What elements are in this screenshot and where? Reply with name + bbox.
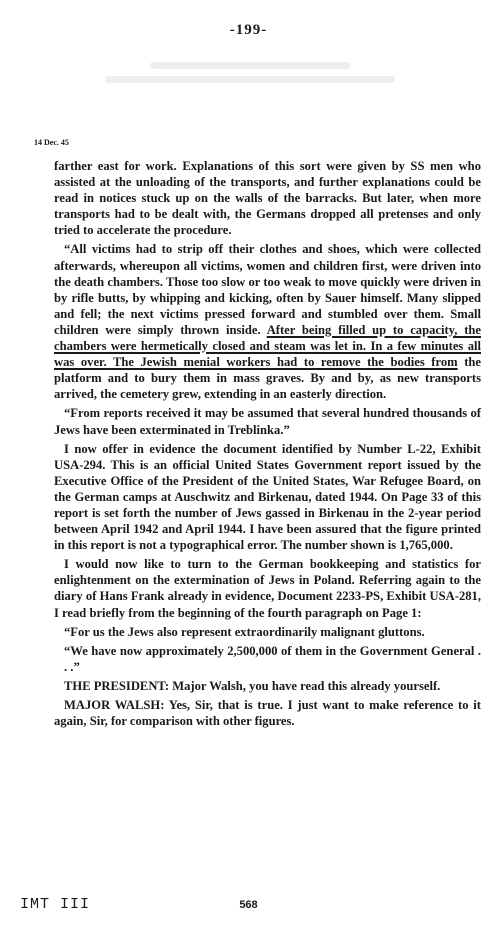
paragraph: farther east for work. Explanations of this sort were given by SS men who assisted at the unloading of the transports, and further explanations could be read in notices stuck up on the walls of the barracks. But later, when more transports had to be dealt with, the Germans dropped all pretenses and only tried to accelerate the procedure.	[54, 159, 481, 238]
text: the platform and to bury them in mass graves. By and by, as new transports arrived, the cemetery grew, extending in an easterly direction.	[54, 355, 482, 402]
paragraph-president: THE PRESIDENT: Major Walsh, you have read this already yourself.	[64, 678, 441, 693]
paragraph-walsh: MAJOR WALSH: Yes, Sir, that is true. I just want to make reference to it again, Sir, for comparison with other figures.	[54, 698, 481, 729]
archive-page-number: -199-	[229, 22, 268, 38]
paragraph: I now offer in evidence the document identified by Number L-22, Exhibit USA-294. This is an official United States Government report issued by the Executive Office of the President of the United States, War Refugee Board, on the German camps at Auschwitz and Birkenau, dated 1944. On Page 33 of this report is set forth the number of Jews gassed in Birkenau in the 2-year period between April 1942 and April 1944. I have been assured that the figure printed in this report is not a typographical error. The number shown is 1,765,000.	[54, 441, 481, 553]
underlined-passage: After being filled up to capacity, the chambers were hermetically closed and steam was let in. In a few minutes all was over.	[54, 322, 481, 370]
session-date: 14 Dec. 45	[34, 138, 69, 147]
paragraph: “From reports received it may be assumed that several hundred thousands of Jews have been exterminated in Treblinka.”	[54, 406, 481, 437]
page-number: 568	[239, 899, 258, 911]
bleed-through-line	[150, 62, 350, 69]
volume-label: IMT III	[20, 896, 91, 913]
text: “All victims had to strip off their clothes and shoes, which were collected afterwards, whereupon all victims, women and children first, were driven into the death chambers. Those too slow or too weak to move quickly were driven in by rifle butts, by whipping and kicking, often by Sauer himself. Many slipped and fell; the next victims pressed forward and stumbled over them. Small children were simply thrown inside.	[54, 242, 481, 337]
bleed-through-line	[105, 76, 395, 83]
paragraph: I would now like to turn to the German bookkeeping and statistics for enlightenment on the extermination of Jews in Poland. Referring again to the diary of Hans Frank already in evidence, Document 2233-PS, Exhibit USA-281, I read briefly from the beginning of the fourth paragraph on Page 1:	[54, 557, 481, 620]
quote: “For us the Jews also represent extraordinarily malignant gluttons.	[64, 624, 425, 639]
paragraph-quote-victims	[54, 241, 481, 402]
underlined-passage: The Jewish menial workers had to remove the bodies from	[106, 355, 458, 370]
transcript-body	[54, 158, 481, 732]
quote: “We have now approximately 2,500,000 of them in the Government General . . .”	[64, 643, 481, 674]
